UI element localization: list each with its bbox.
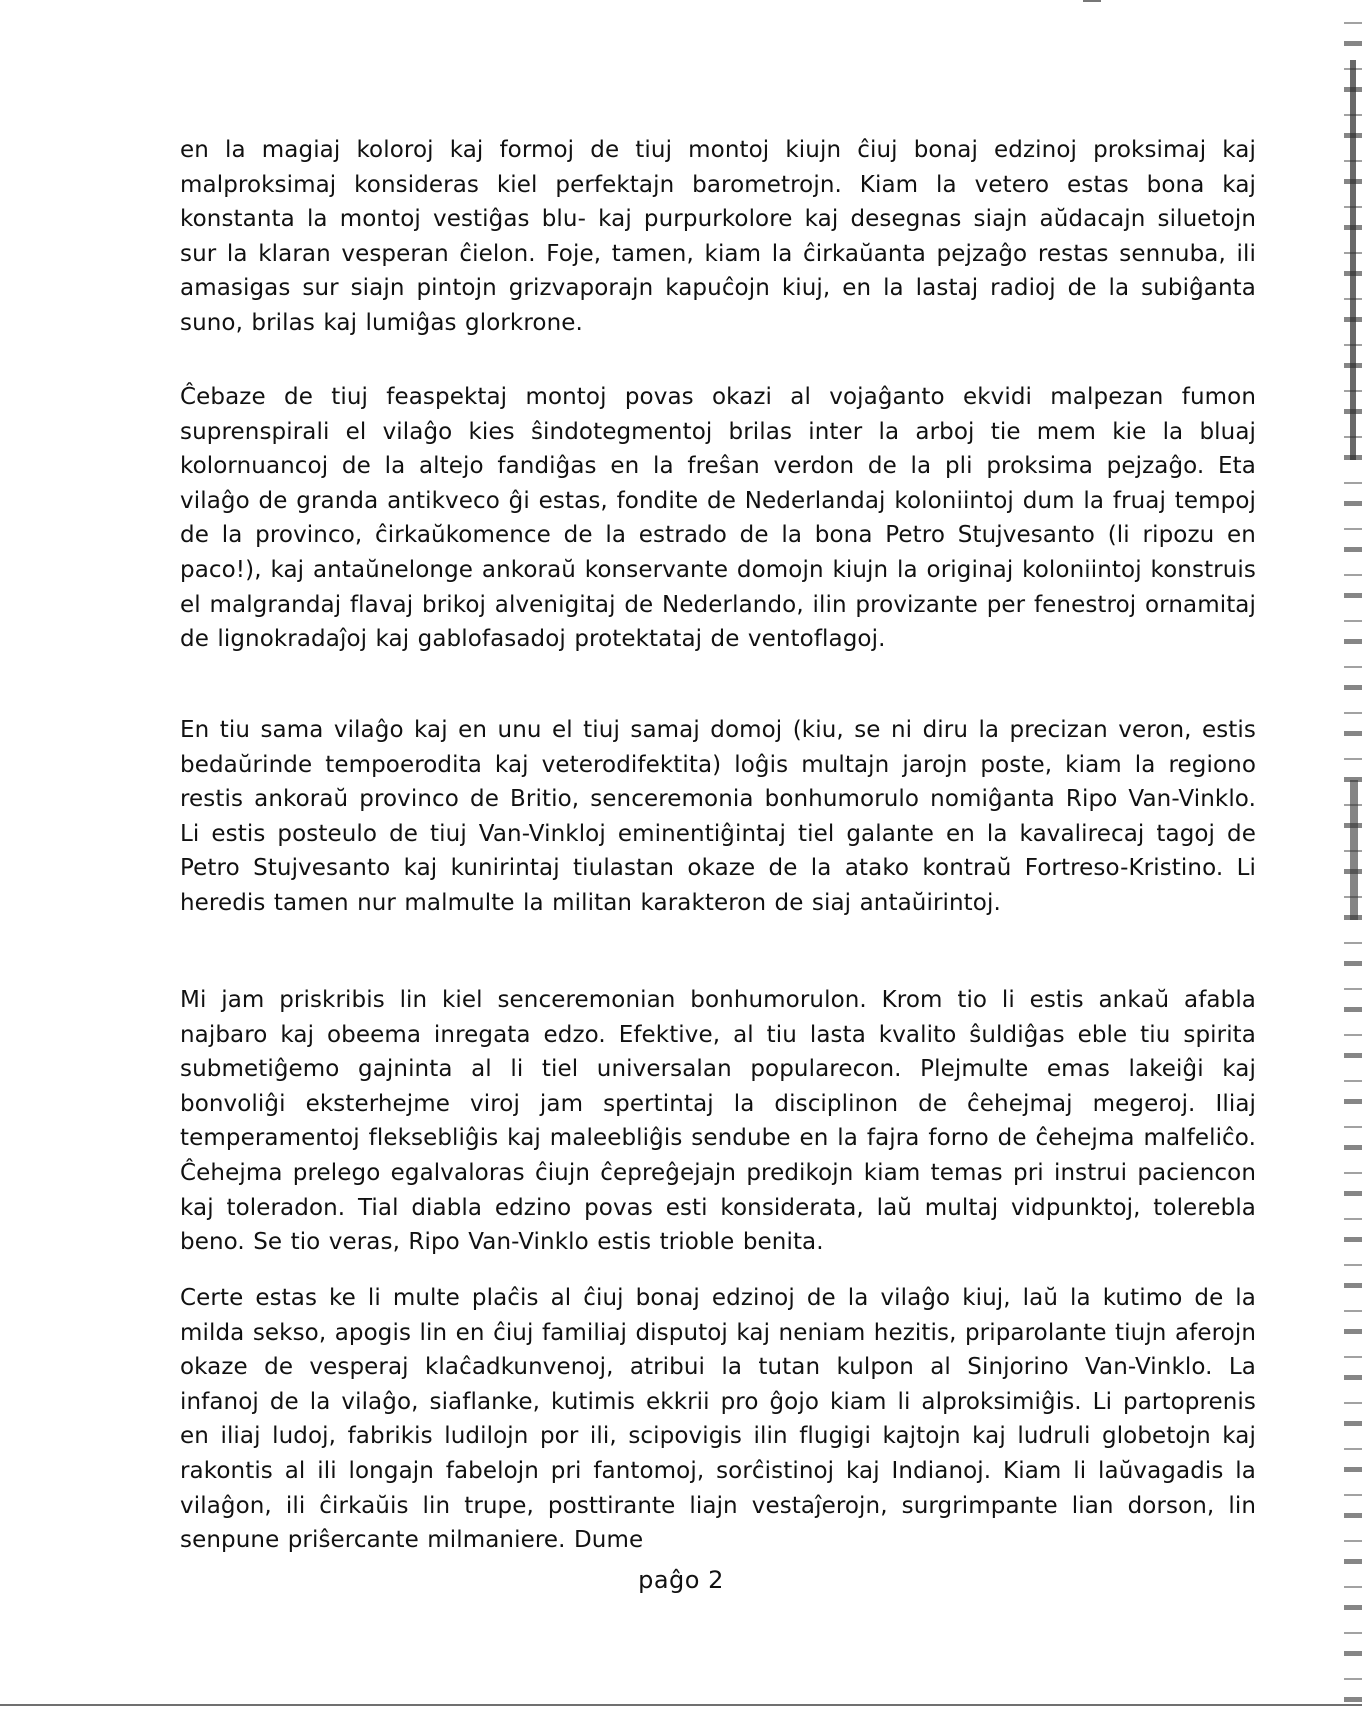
paragraph-5: Certe estas ke li multe plaĉis al ĉiuj bonaj edzinoj de la vilaĝo kiuj, laŭ la kutimo de la milda sekso, apogis lin en ĉiuj familiaj disputoj kaj neniam hezitis, priparolante tiujn aferojn okaze de vesperaj klaĉadkunvenoj, atribui la tutan kulpon al Sinjorino Van-Vinklo. La infanoj de la vilaĝo, siaflanke, kutimis ekkrii pro ĝojo kiam li alproksimiĝis. Li partoprenis en iliaj ludoj, fabrikis ludilojn por ili, scipovigis ilin flugigi kajtojn kaj ludruli globetojn kaj rakontis al ili longajn fabelojn pri fantomoj, sorĉistinoj kaj Indianoj. Kiam li laŭvagadis la vilaĝon, ili ĉirkaŭis lin trupe, posttirante liajn vestaĵerojn, surgrimpante lian dorson, lin senpune priŝercante milmaniere. Dume (180, 1285, 1256, 1554)
page-number: paĝo 2 (638, 1566, 724, 1594)
scan-bottom-border (0, 1704, 1362, 1706)
paragraph-1: en la magiaj koloroj kaj formoj de tiuj montoj kiujn ĉiuj bonaj edzinoj proksimaj kaj malproksimaj konsideras kiel perfektajn barometrojn. Kiam la vetero estas bona kaj konstanta la montoj vestiĝas blu- kaj purpurkolore kaj desegnas siajn aŭdacajn siluetojn sur la klaran vesperan ĉielon. Foje, tamen, kiam la ĉirkaŭanta pejzaĝo restas sennuba, ili amasigas sur siajn pintojn grizvaporajn kapuĉojn kiuj, en la lastaj radioj de la subiĝanta suno, brilas kaj lumiĝas glorkrone. (180, 137, 1256, 336)
scan-mark (1083, 0, 1101, 2)
paragraph-4: Mi jam priskribis lin kiel senceremonian bonhumorulon. Krom tio li estis ankaŭ afabla najbaro kaj obeema inregata edzo. Efektive, al tiu lasta kvalito ŝuldiĝas eble tiu spirita submetiĝemo gajninta al li tiel universalan popularecon. Plejmulte emas lakeiĝi kaj bonvoliĝi eksterhejme viroj jam spertintaj la disciplinon de ĉehejmaj megeroj. Iliaj temperamentoj fleksebliĝis kaj maleebliĝis sendube en la fajra forno de ĉehejma malfeliĉo. Ĉehejma prelego egalvaloras ĉiujn ĉepreĝejajn predikojn kiam temas pri instrui paciencon kaj toleradon. Tial diabla edzino povas esti konsiderata, laŭ multaj vidpunktoj, tolerebla beno. Se tio veras, Ripo Van-Vinklo estis trioble benita. (180, 987, 1256, 1256)
scan-edge-shadow (1350, 780, 1358, 920)
scan-edge-shadow (1350, 60, 1356, 460)
paragraph-2: Ĉebaze de tiuj feaspektaj montoj povas okazi al vojaĝanto ekvidi malpezan fumon suprenspirali el vilaĝo kies ŝindotegmentoj brilas inter la arboj tie mem kie la bluaj kolornuancoj de la altejo fandiĝas en la freŝan verdon de la pli proksima pejzaĝo. Eta vilaĝo de granda antikveco ĝi estas, fondite de Nederlandaj koloniintoj dum la fruaj tempoj de la provinco, ĉirkaŭkomence de la estrado de la bona Petro Stujvesanto (li ripozu en paco!), kaj antaŭnelonge ankoraŭ konservante domojn kiujn la originaj koloniintoj konstruis el malgrandaj flavaj brikoj alvenigitaj de Nederlando, ilin provizante per fenestroj ornamitaj de lignokradaĵoj kaj gablofasadoj protektataj de ventoflagoj. (180, 384, 1256, 653)
paragraph-3: En tiu sama vilaĝo kaj en unu el tiuj samaj domoj (kiu, se ni diru la precizan veron, estis bedaŭrinde tempoerodita kaj veterodifektita) loĝis multajn jarojn poste, kiam la regiono restis ankoraŭ provinco de Britio, senceremonia bonhumorulo nomiĝanta Ripo Van-Vinklo. Li estis posteulo de tiuj Van-Vinkloj eminentiĝintaj tiel galante en la kavalirecaj tagoj de Petro Stujvesanto kaj kunirintaj tiulastan okaze de la atako kontraŭ Fortreso-Kristino. Li heredis tamen nur malmulte la militan karakteron de siaj antaŭirintoj. (180, 717, 1256, 916)
